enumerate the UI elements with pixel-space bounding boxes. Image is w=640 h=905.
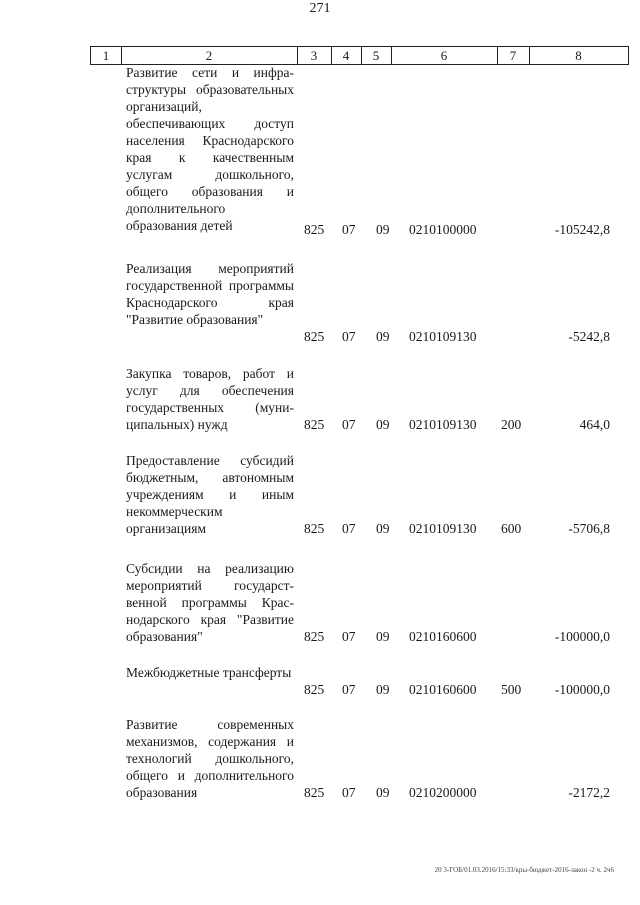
row-description: Предоставление субсидий бюджетным, автономным учреждениям и иным некоммерческим организациям [126,453,294,536]
cell-target-article: 0210109130 [409,329,477,344]
cell-target-article: 0210200000 [409,785,477,800]
cell-section: 07 [342,222,356,237]
header-cell: 8 [529,47,629,64]
cell-subsection: 09 [376,629,390,644]
cell-expense-type: 600 [501,521,522,536]
cell-admin-code: 825 [304,629,325,644]
table-header [90,46,629,65]
row-description: Развитие современных механизмов, содержания и технологий дошкольного, общего и дополнительного образования [126,717,294,800]
cell-section: 07 [342,521,356,536]
cell-subsection: 09 [376,682,390,697]
cell-target-article: 0210160600 [409,682,477,697]
cell-section: 07 [342,682,356,697]
header-cell: 5 [361,47,392,64]
header-cell: 6 [391,47,498,64]
cell-section: 07 [342,329,356,344]
cell-target-article: 0210109130 [409,521,477,536]
cell-amount: -100000,0 [554,682,610,697]
cell-amount: -2172,2 [568,785,610,800]
header-cell: 2 [121,47,298,64]
cell-expense-type: 500 [501,682,522,697]
cell-admin-code: 825 [304,785,325,800]
row-description: Развитие сети и инфраструктуры образовательных организаций, обеспечивающих доступ населения Краснодарского края к качественным услугам дошкольного, общего образования и дополнительного образования детей [126,65,294,233]
cell-amount: -5242,8 [568,329,610,344]
row-description: Субсидии на реализацию мероприятий государственной программы Краснодарского края "Развитие образования" [126,561,294,644]
row-description: Реализация мероприятий государственной программы Краснодарского края "Развитие образования" [126,261,294,327]
cell-subsection: 09 [376,222,390,237]
cell-amount: 464,0 [579,417,610,432]
row-description: Закупка товаров, работ и услуг для обеспечения государственных (муниципальных) нужд [126,366,294,432]
cell-admin-code: 825 [304,521,325,536]
cell-amount: -105242,8 [554,222,610,237]
footer-reference: 20 3-ГОБ/01.03.2016/15:33/кры-бюджет-2016-закон -2 ч. 2ч6 [434,866,614,874]
cell-section: 07 [342,417,356,432]
cell-subsection: 09 [376,329,390,344]
cell-subsection: 09 [376,417,390,432]
cell-target-article: 0210160600 [409,629,477,644]
header-cell: 3 [297,47,332,64]
cell-admin-code: 825 [304,682,325,697]
cell-subsection: 09 [376,785,390,800]
cell-expense-type: 200 [501,417,522,432]
cell-target-article: 0210109130 [409,417,477,432]
cell-amount: -5706,8 [568,521,610,536]
header-cell: 7 [497,47,530,64]
cell-admin-code: 825 [304,329,325,344]
cell-section: 07 [342,629,356,644]
cell-section: 07 [342,785,356,800]
cell-target-article: 0210100000 [409,222,477,237]
row-description: Межбюджетные трансферты [126,665,292,680]
cell-admin-code: 825 [304,222,325,237]
cell-amount: -100000,0 [554,629,610,644]
cell-subsection: 09 [376,521,390,536]
page-number: 271 [309,1,331,16]
cell-admin-code: 825 [304,417,325,432]
header-cell: 1 [91,47,122,64]
header-cell: 4 [331,47,362,64]
